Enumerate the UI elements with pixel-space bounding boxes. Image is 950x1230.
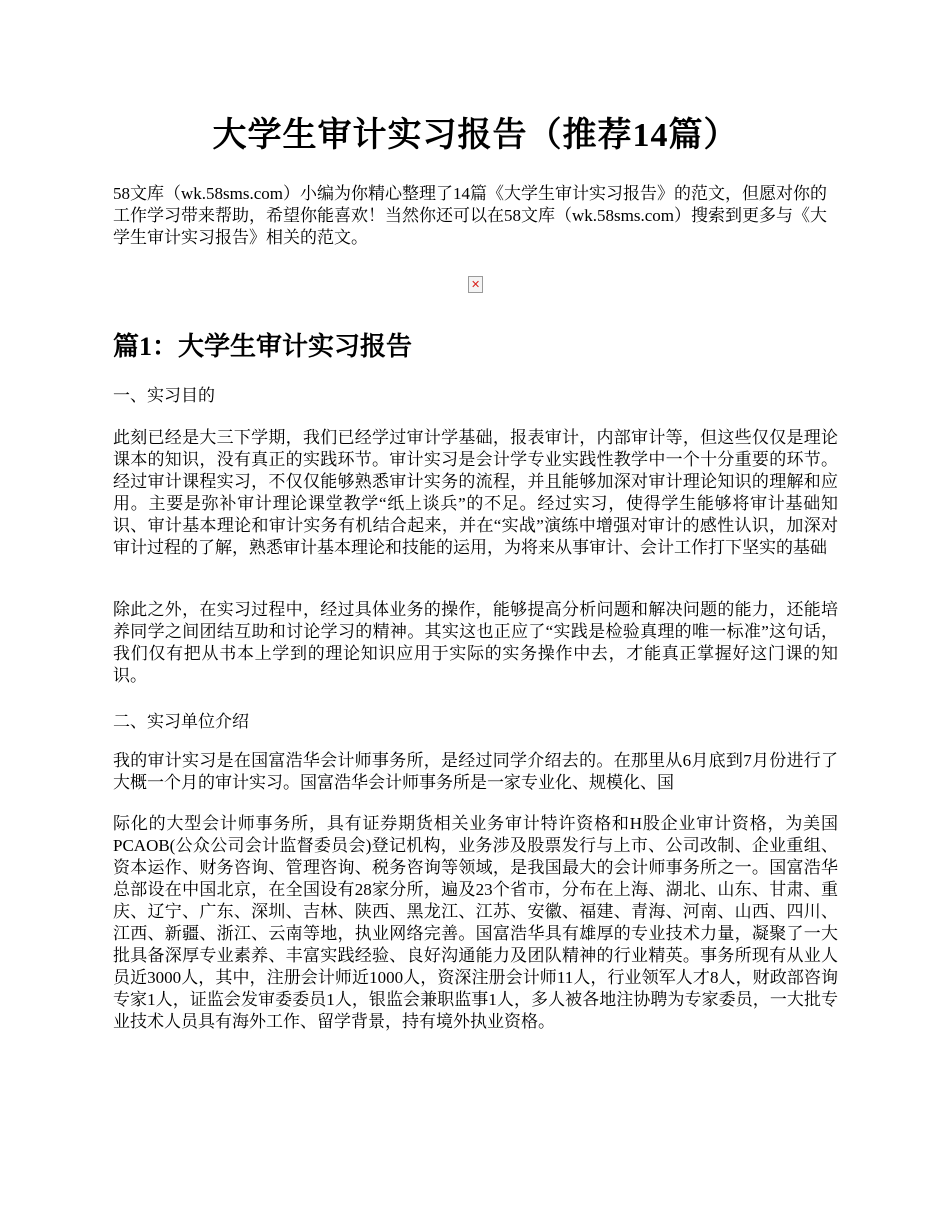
subheading-unit-intro: 二、实习单位介绍 [113,712,249,731]
section-heading: 篇1：大学生审计实习报告 [113,332,413,361]
body-paragraph: 际化的大型会计师事务所，具有证券期货相关业务审计特许资格和H股企业审计资格，为美国PCAOB(公众公司会计监督委员会)登记机构，业务涉及股票发行与上市、公司改制、企业重组、资本运作、财务咨询、管理咨询、税务咨询等领域，是我国最大的会计师事务所之一。国富浩华总部设在中国北京，在全国设有28家分所，遍及23个省市，分布在上海、湖北、山东、甘肃、重庆、辽宁、广东、深圳、吉林、陕西、黑龙江、江苏、安徽、福建、青海、河南、山西、四川、江西、新疆、浙江、云南等地，执业网络完善。国富浩华具有雄厚的专业技术力量，凝聚了一大批具备深厚专业素养、丰富实践经验、良好沟通能力及团队精神的行业精英。事务所现有从业人员近3000人，其中，注册会计师近1000人，资深注册会计师11人，行业领军人才8人，财政部咨询专家1人，证监会发审委委员1人，银监会兼职监事1人，多人被各地注协聘为专家委员，一大批专业技术人员具有海外工作、留学背景，持有境外执业资格。 [113,814,838,1031]
body-paragraph: 除此之外，在实习过程中，经过具体业务的操作，能够提高分析问题和解决问题的能力，还能培养同学之间团结互助和讨论学习的精神。其实这也正应了“实践是检验真理的唯一标准”这句话，我们仅有把从书本上学到的理论知识应用于实际的实务操作中去，才能真正掌握好这门课的知识。 [113,600,838,685]
body-paragraph: 我的审计实习是在国富浩华会计师事务所，是经过同学介绍去的。在那里从6月底到7月份进行了大概一个月的审计实习。国富浩华会计师事务所是一家专业化、规模化、国 [113,751,838,792]
image-placeholder [468,276,483,293]
intro-paragraph: 58文库（wk.58sms.com）小编为你精心整理了14篇《大学生审计实习报告》的范文，但愿对你的工作学习带来帮助，希望你能喜欢！当然你还可以在58文库（wk.58sms.com）搜索到更多与《大学生审计实习报告》相关的范文。 [113,184,827,247]
body-paragraph: 此刻已经是大三下学期，我们已经学过审计学基础，报表审计，内部审计等，但这些仅仅是理论课本的知识，没有真正的实践环节。审计实习是会计学专业实践性教学中一个十分重要的环节。经过审计课程实习，不仅仅能够熟悉审计实务的流程，并且能够加深对审计理论知识的理解和应用。主要是弥补审计理论课堂教学“纸上谈兵”的不足。经过实习，使得学生能够将审计基础知识、审计基本理论和审计实务有机结合起来，并在“实战”演练中增强对审计的感性认识，加深对审计过程的了解，熟悉审计基本理论和技能的运用，为将来从事审计、会计工作打下坚实的基础 [113,428,838,557]
subheading-purpose: 一、实习目的 [113,386,215,405]
broken-image-icon: ✕ [468,276,483,293]
document-title: 大学生审计实习报告（推荐14篇） [212,117,739,154]
